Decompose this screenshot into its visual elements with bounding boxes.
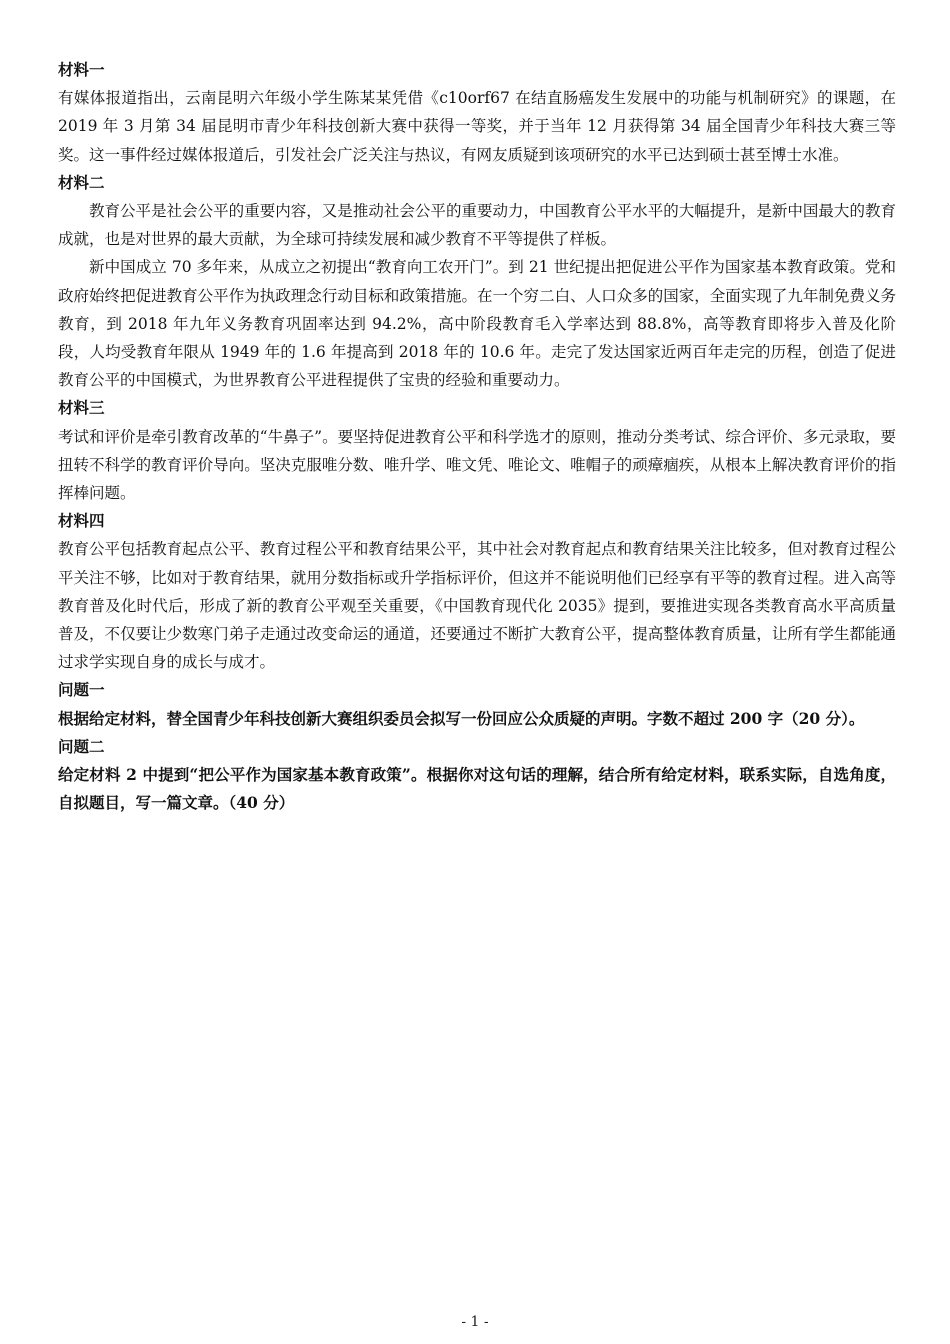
question-1-text: 根据给定材料，替全国青少年科技创新大赛组织委员会拟写一份回应公众质疑的声明。字数不超过 200 字（20 分）。 bbox=[58, 708, 865, 728]
material-2-paragraph-1: 教育公平是社会公平的重要内容，又是推动社会公平的重要动力，中国教育公平水平的大幅提升，是新中国最大的教育成就，也是对世界的最大贡献，为全球可持续发展和减少教育不平等提供了样板。 bbox=[58, 202, 896, 249]
material-2 bbox=[58, 169, 896, 395]
material-1 bbox=[58, 56, 896, 169]
question-2-text: 给定材料 2 中提到“把公平作为国家基本教育政策”。根据你对这句话的理解，结合所有给定材料，联系实际，自选角度，自拟题目，写一篇文章。（40 分） bbox=[58, 765, 896, 813]
material-4-title: 材料四 bbox=[58, 511, 105, 531]
question-1 bbox=[58, 676, 896, 732]
material-2-title: 材料二 bbox=[58, 172, 105, 192]
material-3-paragraph-1: 考试和评价是牵引教育改革的“牛鼻子”。要坚持促进教育公平和科学选才的原则，推动分类考试、综合评价、多元录取，要扭转不科学的教育评价导向。坚决克服唯分数、唯升学、唯文凭、唯论文、唯帽子的顽瘴痼疾，从根本上解决教育评价的指挥棒问题。 bbox=[58, 427, 896, 503]
question-2 bbox=[58, 733, 896, 818]
material-3 bbox=[58, 394, 896, 507]
material-1-title: 材料一 bbox=[58, 60, 105, 79]
question-2-title: 问题二 bbox=[58, 736, 105, 756]
material-4-paragraph-1: 教育公平包括教育起点公平、教育过程公平和教育结果公平，其中社会对教育起点和教育结果关注比较多，但对教育过程公平关注不够，比如对于教育结果，就用分数指标或升学指标评价，但这并不能说明他们已经享有平等的教育过程。进入高等教育普及化时代后，形成了新的教育公平观至关重要，《中国教育现代化 2035》提到，要推进实现各类教育高水平高质量普及，不仅要让少数寒门弟子走通过改变命运的通道，还要通过不断扩大教育公平，提高整体教育质量，让所有学生都能通过求学实现自身的成长与成才。 bbox=[58, 540, 896, 672]
material-3-title: 材料三 bbox=[58, 398, 105, 418]
material-2-paragraph-2: 新中国成立 70 多年来，从成立之初提出“教育向工农开门”。到 21 世纪提出把促进公平作为国家基本教育政策。党和政府始终把促进教育公平作为执政理念行动目标和政策措施。在一个穷二白、人口众多的国家，全面实现了九年制免费义务教育，到 2018 年九年义务教育巩固率达到 94.2%，高中阶段教育毛入学率达到 88.8%，高等教育即将步入普及化阶段，人均受教育年限从 1949 年的 1.6 年提高到 2018 年的 10.6 年。走完了发达国家近两百年走完的历程，创造了促进教育公平的中国模式，为世界教育公平进程提供了宝贵的经验和重要动力。 bbox=[58, 258, 896, 390]
material-4 bbox=[58, 507, 896, 676]
page-number: - 1 - bbox=[461, 1314, 489, 1330]
question-1-title: 问题一 bbox=[58, 680, 105, 700]
document-body bbox=[58, 56, 896, 817]
material-1-paragraph-1: 有媒体报道指出，云南昆明六年级小学生陈某某凭借《c10orf67 在结直肠癌发生发展中的功能与机制研究》的课题，在 2019 年 3 月第 34 届昆明市青少年科技创新大赛中获得一等奖，并于当年 12 月获得第 34 届全国青少年科技大赛三等奖。这一事件经过媒体报道后，引发社会广泛关注与热议，有网友质疑到该项研究的水平已达到硕士甚至博士水准。 bbox=[58, 89, 896, 164]
